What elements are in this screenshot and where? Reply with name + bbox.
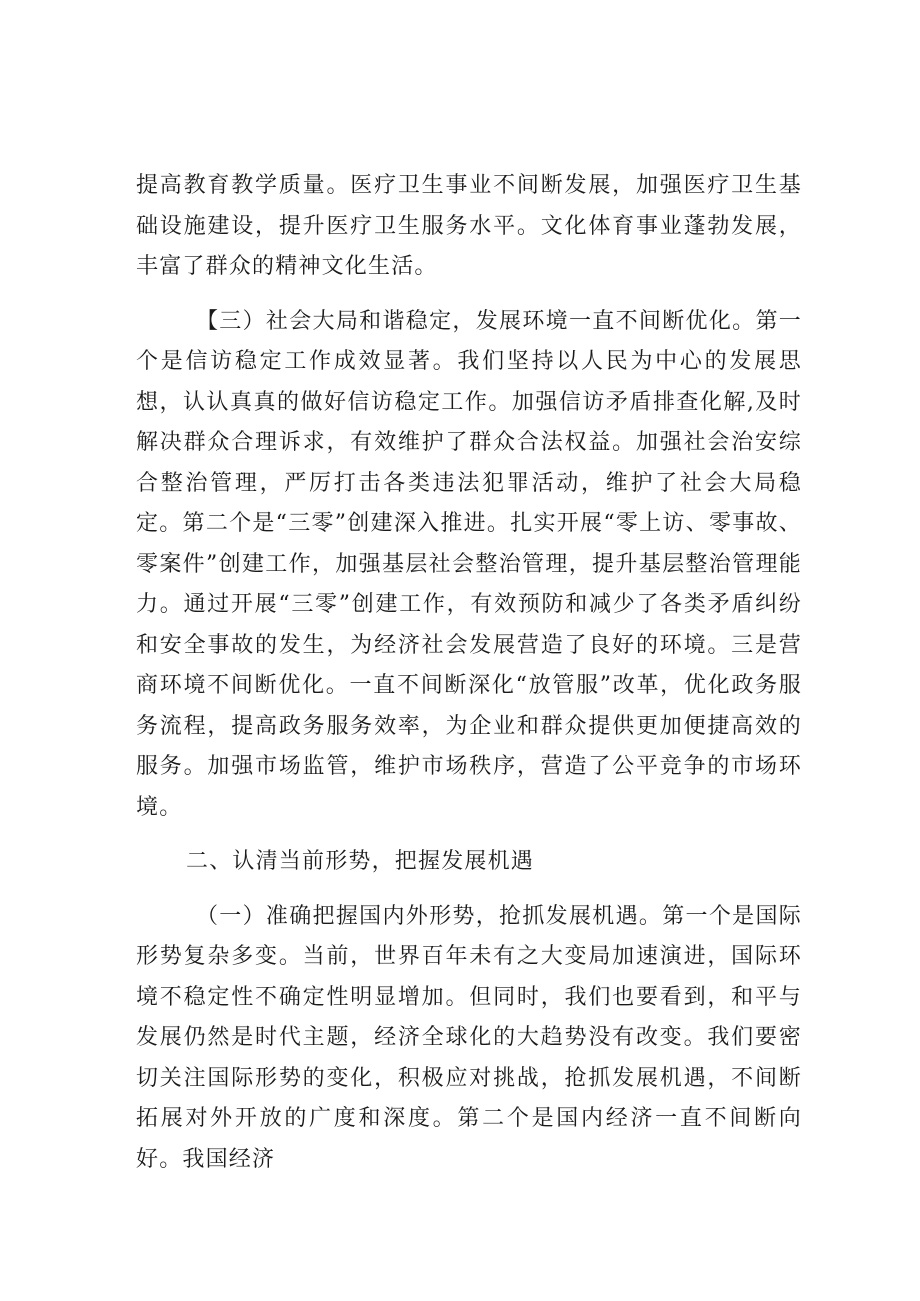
document-body [136,166,802,1180]
paragraph-continuation: 提高教育教学质量。医疗卫生事业不间断发展，加强医疗卫生基础设施建设，提升医疗卫生服务水平。文化体育事业蓬勃发展，丰富了群众的精神文化生活。 [136,173,802,279]
section-heading-two: 二、认清当前形势，把握发展机遇 [186,849,535,874]
paragraph-section-three: 【三）社会大局和谐稳定，发展环境一直不间断优化。第一个是信访稳定工作成效显著。我们坚持以人民为中心的发展思想，认认真真的做好信访稳定工作。加强信访矛盾排查化解,及时解决群众合理诉求，有效维护了群众合法权益。加强社会治安综合整治管理，严厉打击各类违法犯罪活动，维护了社会大局稳定。第二个是“三零”创建深入推进。扎实开展“零上访、零事故、零案件”创建工作，加强基层社会整治管理，提升基层整治管理能力。通过开展“三零”创建工作，有效预防和减少了各类矛盾纠纷和安全事故的发生，为经济社会发展营造了良好的环境。三是营商环境不间断优化。一直不间断深化“放管服”改革，优化政务服务流程，提高政务服务效率，为企业和群众提供更加便捷高效的服务。加强市场监管，维护市场秩序，营造了公平竞争的市场环境。 [136,308,802,820]
paragraph-subsection-one: （一）准确把握国内外形势，抢抓发展机遇。第一个是国际形势复杂多变。当前，世界百年未有之大变局加速演进，国际环境不稳定性不确定性明显增加。但同时，我们也要看到，和平与发展仍然是时代主题，经济全球化的大趋势没有改变。我们要密切关注国际形势的变化，积极应对挑战，抢抓发展机遇，不间断拓展对外开放的广度和深度。第二个是国内经济一直不间断向好。我国经济 [136,903,802,1172]
